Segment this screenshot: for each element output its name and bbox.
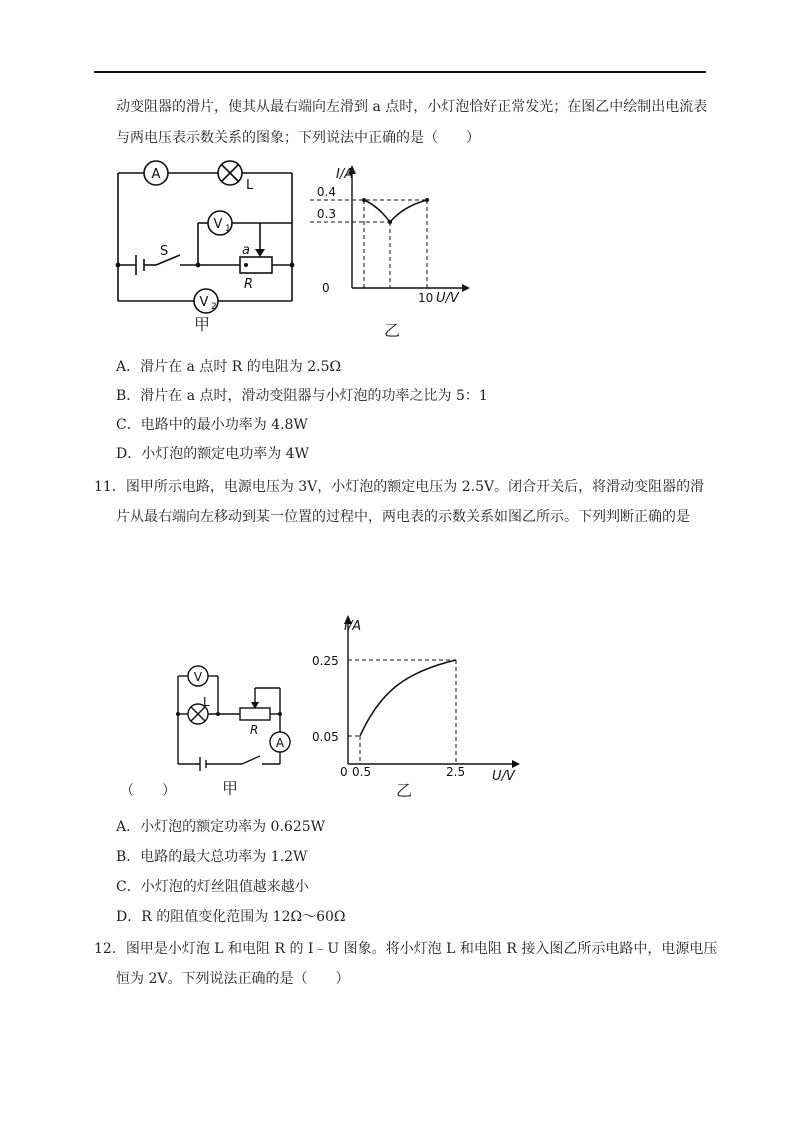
- q10-v1-label: V: [213, 217, 223, 232]
- q10-option-b: B．滑片在 a 点时，滑动变阻器与小灯泡的功率之比为 5：1: [116, 388, 488, 404]
- q10-iu-graph: [290, 158, 490, 308]
- q10-figure-yi-caption: 乙: [384, 321, 401, 340]
- q11-paren: （ ）: [120, 783, 176, 799]
- q10-point-a-label: a: [242, 243, 250, 258]
- q11-text-line1: 11．图甲所示电路，电源电压为 3V，小灯泡的额定电压为 2.5V。闭合开关后，将滑动变阻器的滑: [94, 479, 705, 495]
- q11-figure-jia-caption: 甲: [222, 779, 239, 798]
- q11-option-d: D．R 的阻值变化范围为 12Ω～60Ω: [116, 909, 346, 925]
- q10-graph-origin: 0: [322, 281, 330, 295]
- q10-resistor-label: R: [244, 277, 254, 292]
- q11-graph-ytick-025: 0.25: [312, 654, 339, 668]
- q10-graph-ytick-04: 0.4: [316, 185, 336, 199]
- q11-option-c: C．小灯泡的灯丝阻值越来越小: [116, 879, 309, 895]
- q11-graph-xtick-25: 2.5: [446, 765, 466, 779]
- q11-voltmeter-label: V: [193, 670, 203, 684]
- q10-graph-ylabel: I/A: [336, 167, 354, 182]
- q10-text-line2: 与两电压表示数关系的图象；下列说法中正确的是（ ）: [116, 130, 480, 146]
- q10-option-a: A．滑片在 a 点时 R 的电阻为 2.5Ω: [116, 359, 342, 375]
- q10-lamp-label: L: [246, 178, 254, 193]
- q10-v2-label: V: [199, 295, 209, 310]
- q10-option-c: C．电路中的最小功率为 4.8W: [116, 417, 308, 433]
- q11-graph-xtick-05: 0.5: [352, 765, 372, 779]
- q10-ammeter-label: A: [151, 167, 161, 182]
- header-rule: [94, 71, 706, 73]
- q11-graph-xlabel: U/V: [492, 769, 515, 784]
- q11-text-line2: 片从最右端向左移动到某一位置的过程中，两电表的示数关系如图乙所示。下列判断正确的是: [116, 509, 690, 525]
- q11-figure-yi-caption: 乙: [396, 781, 413, 800]
- q10-graph-xlabel: U/V: [436, 291, 459, 306]
- q11-graph-origin: 0: [340, 765, 348, 779]
- q11-option-b: B．电路的最大总功率为 1.2W: [116, 849, 308, 865]
- q10-v1-subscript: 1: [225, 224, 231, 234]
- q10-switch-label: S: [160, 244, 169, 259]
- q11-option-a: A．小灯泡的额定功率为 0.625W: [116, 819, 326, 835]
- q10-v2-subscript: 2: [211, 302, 217, 312]
- q11-iu-graph: [300, 612, 530, 792]
- q12-text-line1: 12．图甲是小灯泡 L 和电阻 R 的 I﹣U 图象。将小灯泡 L 和电阻 R 接入图乙所示电路中，电源电压: [94, 941, 718, 957]
- q10-text-line1: 动变阻器的滑片，使其从最右端向左滑到 a 点时，小灯泡恰好正常发光；在图乙中绘制出电流表: [116, 99, 708, 115]
- q11-graph-ylabel: I/A: [344, 619, 362, 634]
- q10-figure-jia-caption: 甲: [194, 315, 211, 334]
- q11-lamp-label: L: [203, 695, 210, 709]
- q11-circuit-diagram: [160, 660, 300, 780]
- q10-graph-ytick-03: 0.3: [316, 207, 336, 221]
- q12-text-line2: 恒为 2V。下列说法正确的是（ ）: [116, 971, 350, 987]
- q11-ammeter-label: A: [275, 736, 285, 750]
- q10-option-d: D．小灯泡的额定电功率为 4W: [116, 446, 309, 462]
- q11-resistor-label: R: [250, 723, 259, 737]
- q11-graph-ytick-005: 0.05: [312, 730, 339, 744]
- q10-graph-xtick-10: 10: [418, 291, 434, 305]
